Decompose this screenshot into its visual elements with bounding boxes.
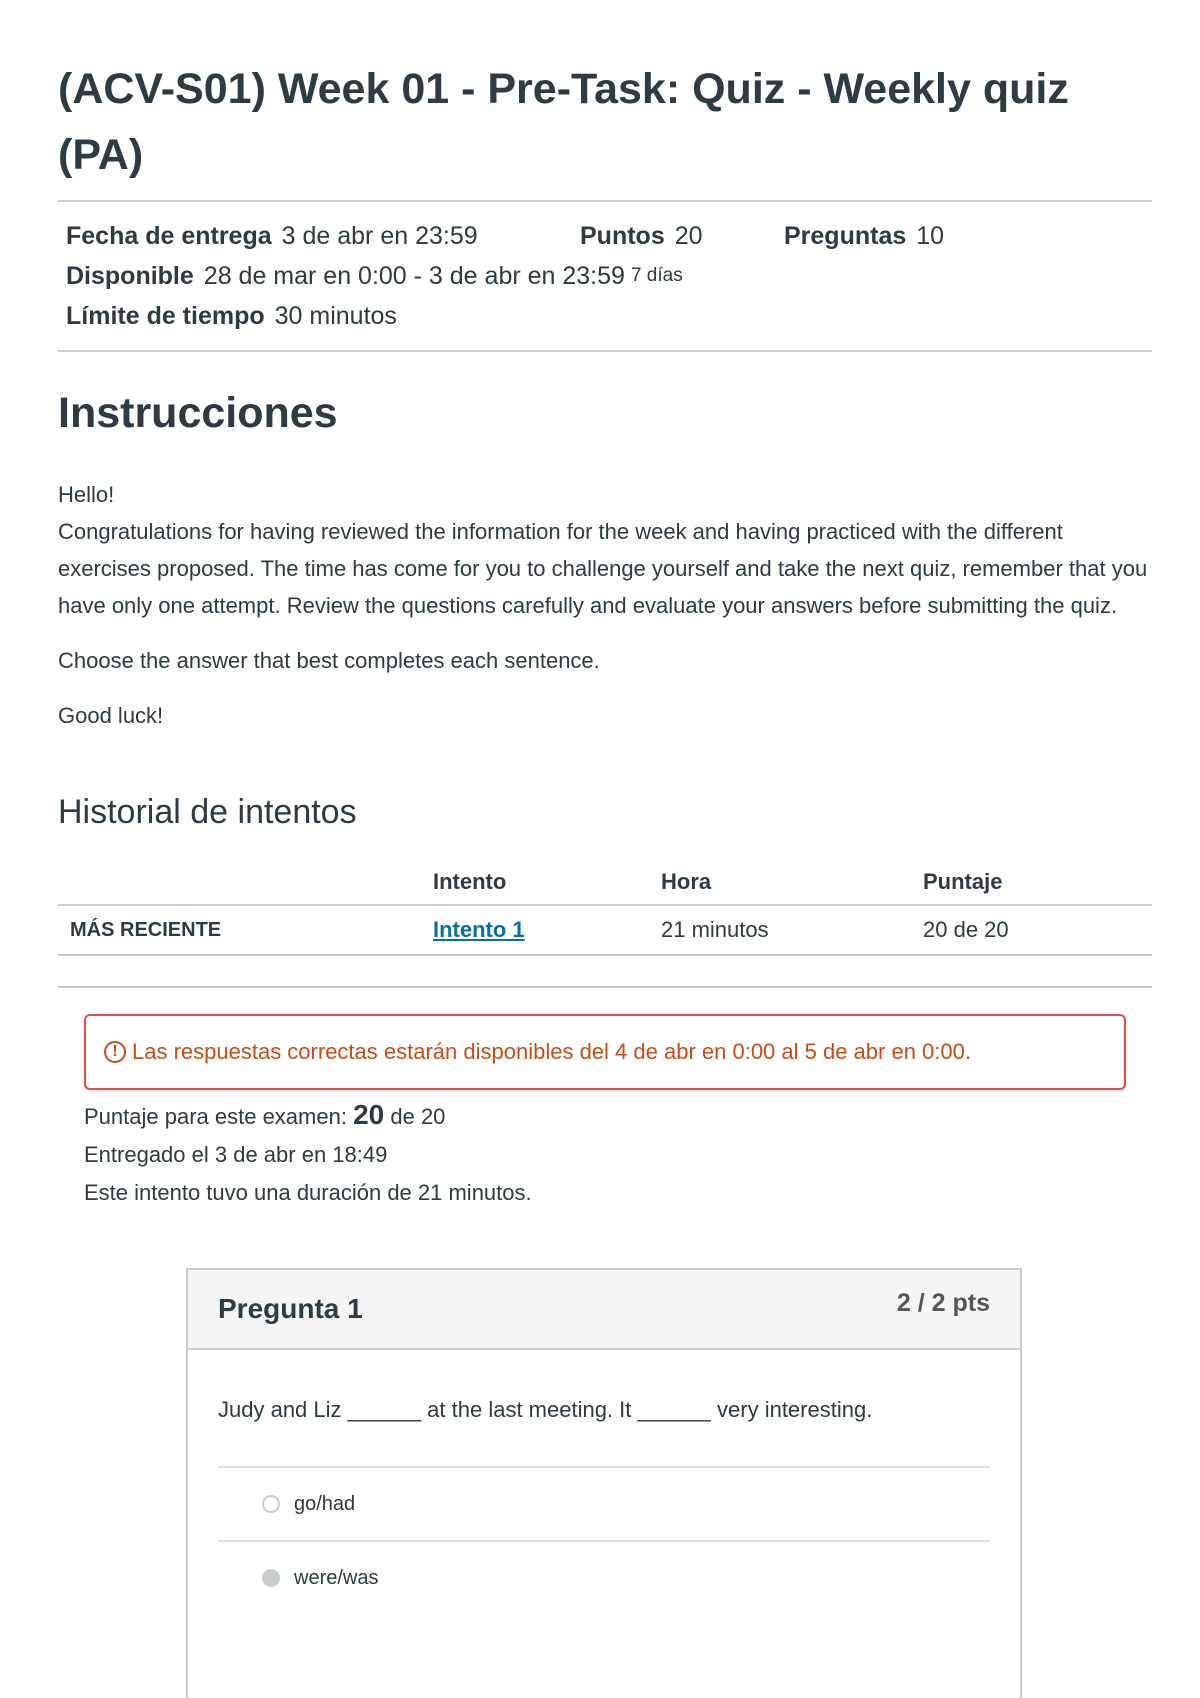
answers-availability-alert (84, 1014, 1126, 1090)
question-header (188, 1270, 1020, 1350)
available-days: 7 días (630, 265, 683, 286)
divider (58, 350, 1152, 352)
time-limit-value: 30 minutos (274, 302, 397, 330)
instructions-goodluck: Good luck! (58, 703, 164, 728)
radio-button-selected[interactable] (262, 1569, 280, 1587)
submitted-date: Entregado el 3 de abr en 18:49 (84, 1142, 388, 1167)
attempt-duration: Este intento tuvo una duración de 21 minutos. (84, 1180, 532, 1205)
column-header (58, 860, 433, 905)
column-header-attempt: Intento (433, 860, 661, 905)
instructions-paragraph: Congratulations for having reviewed the information for the week and having practiced with the different exercises proposed. The time has come for you to challenge yourself and take the next quiz, remember that you have only one attempt. Review the questions carefully and evaluate your answers before submitting the quiz. (58, 519, 1148, 618)
most-recent-label: MÁS RECIENTE (58, 905, 433, 955)
quiz-page (58, 0, 1152, 1589)
instructions-body (58, 476, 1152, 734)
attempt-time: 21 minutos (661, 905, 923, 955)
exam-score (84, 1096, 1152, 1136)
question-title: Pregunta 1 (218, 1293, 363, 1324)
attempt-score: 20 de 20 (923, 905, 1152, 955)
column-header-score: Puntaje (923, 860, 1152, 905)
questions-label: Preguntas (784, 222, 907, 250)
quiz-details (58, 202, 1152, 350)
availability (66, 256, 1144, 296)
instructions-greeting: Hello! (58, 482, 115, 507)
points-label: Puntos (580, 222, 665, 250)
answer-option[interactable] (218, 1468, 990, 1542)
answer-label: were/was (294, 1566, 379, 1589)
available-value: 28 de mar en 0:00 - 3 de abr en 23:59 (203, 262, 625, 290)
time-limit-label: Límite de tiempo (66, 302, 265, 330)
column-header-time: Hora (661, 860, 923, 905)
question-card (186, 1268, 1022, 1698)
points-value: 20 (674, 222, 703, 250)
attempts-table (58, 860, 1152, 956)
time-limit (66, 296, 1144, 336)
warning-circle-icon: ! (104, 1041, 126, 1063)
score-of: de 20 (390, 1104, 446, 1129)
table-header-row (58, 860, 1152, 905)
answer-option-selected[interactable] (218, 1542, 990, 1614)
alert-text: Las respuestas correctas estarán disponibles del 4 de abr en 0:00 al 5 de abr en 0:00. (132, 1039, 971, 1064)
question-text: Judy and Liz ______ at the last meeting. It ______ very interesting. (218, 1350, 990, 1468)
available-label: Disponible (66, 262, 194, 290)
instructions-heading: Instrucciones (58, 389, 338, 437)
questions-count (784, 216, 944, 256)
attempt-cell (433, 905, 661, 955)
quiz-title: (ACV-S01) Week 01 - Pre-Task: Quiz - Weekly quiz (PA) (58, 65, 1069, 179)
due-value: 3 de abr en 23:59 (281, 222, 478, 250)
due-date (66, 216, 580, 256)
score-label: Puntaje para este examen: (84, 1104, 347, 1129)
details-row (66, 216, 1144, 256)
divider (58, 986, 1152, 988)
radio-button[interactable] (262, 1495, 280, 1513)
score-summary (84, 1096, 1152, 1212)
question-body (188, 1350, 1020, 1614)
score-value: 20 (353, 1099, 385, 1130)
table-row (58, 905, 1152, 955)
question-points: 2 / 2 pts (896, 1288, 990, 1317)
history-heading: Historial de intentos (58, 793, 357, 831)
answer-label: go/had (294, 1492, 356, 1515)
instructions-choose: Choose the answer that best completes each sentence. (58, 648, 600, 673)
points (580, 216, 784, 256)
attempt-link[interactable]: Intento 1 (433, 917, 525, 942)
questions-value: 10 (916, 222, 945, 250)
due-label: Fecha de entrega (66, 222, 272, 250)
